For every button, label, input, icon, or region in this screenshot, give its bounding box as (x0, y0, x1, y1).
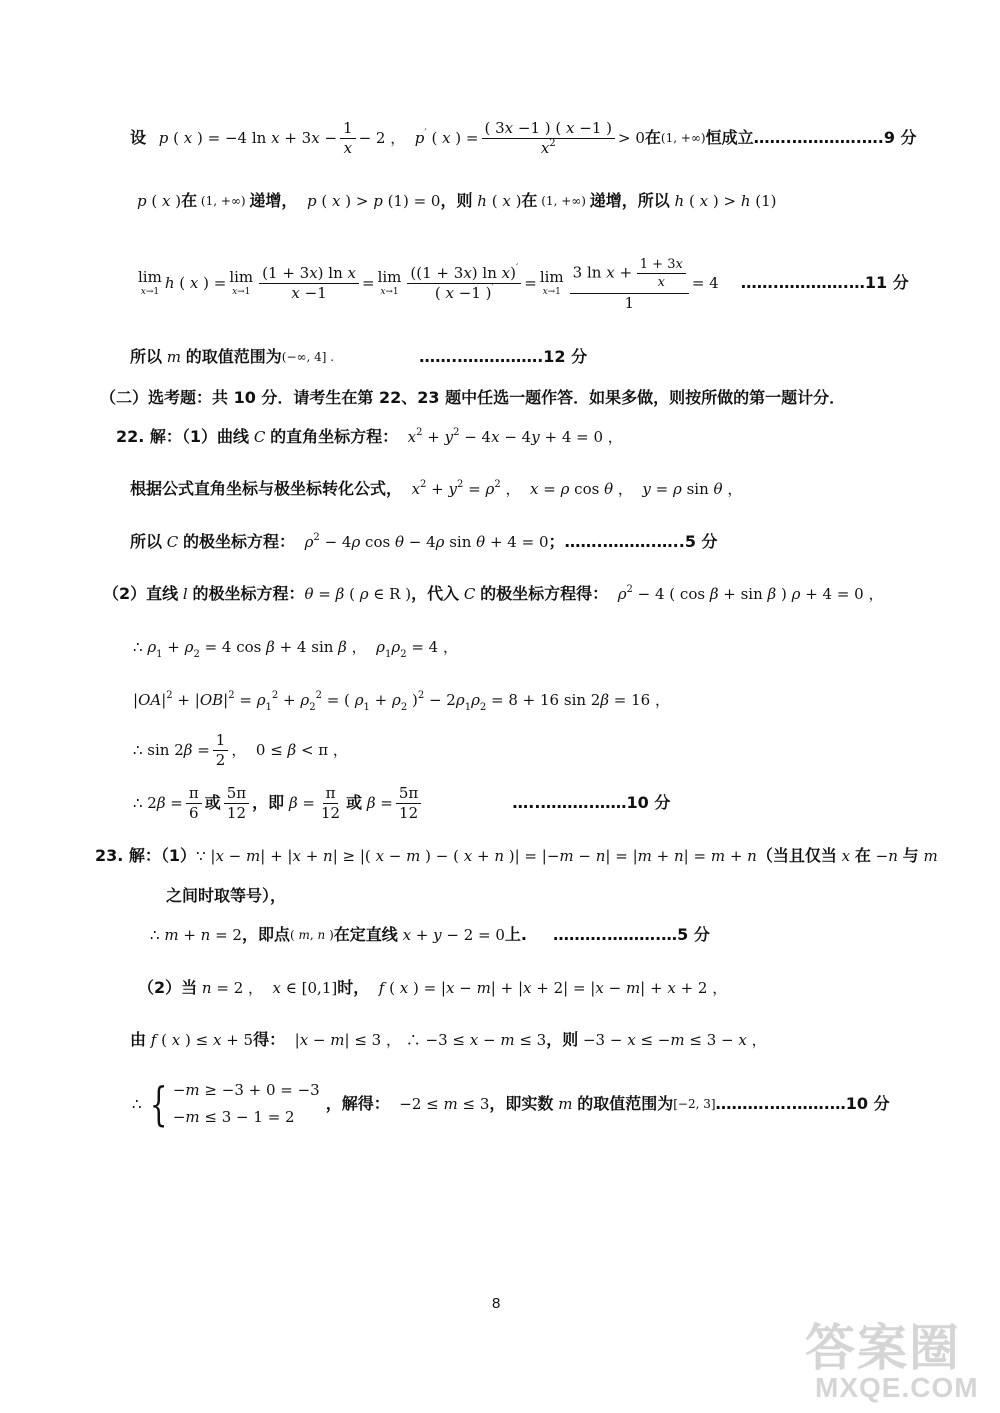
fraction-1-over-x: $\frac{1}{x}$ (340, 119, 356, 158)
score-10a: …..……….……10 分 (512, 793, 671, 812)
line-p-increasing: p ( x ) 在 (1, +∞) 递增， p ( x ) > p (1) = 0 ，则 h ( x ) 在 (1, +∞) 递增，所以 h ( x ) > h (1) (137, 191, 777, 210)
watermark-logo: 答案圈 MXQE.COM (805, 1320, 979, 1403)
line-p-definition: 设 p ( x ) = −4 ln x + 3x − $\frac{1}{x}$ − 2 ， p′ ( x ) = $\frac{( 3x -1 ) ( x -1 )}{x^2}$ > 0 在 (1, +∞) 恒成立 …….………….….9 分 (130, 118, 917, 157)
line-conversion: 根据公式直角坐标与极坐标转化公式， $x^2 + y^2 = \rho^2$ ， x = ρ cos θ ， y = ρ sin θ ， (130, 478, 743, 498)
line-equality-note: 之间时取等号）， (166, 886, 287, 905)
q22-part2-line: （2）直线 l 的极坐标方程： θ = β ( ρ ∈ R ) ，代入 C 的极坐标方程得： $\rho^2 - 4$ ( cos β + sin β ) ρ + 4 = 0 ， (103, 583, 884, 603)
line-limit: lim x→1 h ( x ) = lim x→1 $\frac{\text{(1 + 3x) ln x}}{x -1}$ = lim x→1 $\frac{((1 + 3x) \ln x)'}{( x -1 )'}$ = lim x→1 3 ln x + $\frac{1 + 3x}{x}$ 1 = 4 …….………….…11 分 (135, 248, 909, 318)
text-hengchengli: 恒成立 (705, 128, 754, 147)
score-5b: ……….……….…5 分 (553, 925, 710, 944)
line-sin2beta: ∴ sin 2β = $\frac{1}{2}$ ， 0 ≤ β < π ， (133, 730, 348, 769)
q23-part2-line: （2）当 n = 2 ， x ∈ [0,1] 时， f ( x ) = |x − m| + |x + 2| = |x − m| + x + 2 ， (138, 978, 728, 997)
line-beta-solution: ∴ 2β = $\frac{\pi}{6}$ 或 $\frac{5\pi}{12}$ ，即 β = $\frac{\pi}{12}$ 或 β = $\frac{5\pi}{12}$ …..……….……10 分 (133, 783, 671, 822)
line-inequality: 由 f ( x ) ≤ x + 5 得： |x − m| ≤ 3 ， ∴ −3 ≤ x − m ≤ 3 ，则 −3 − x ≤ −m ≤ 3 − x ， (130, 1030, 767, 1049)
score-11: …….………….…11 分 (740, 273, 909, 292)
score-10b: ……….….…….…10 分 (715, 1094, 890, 1113)
lim-1: lim x→1 (138, 267, 162, 297)
q22-part1-line: 22. 解：（1）曲线 C 的直角坐标方程： $x^2 + y^2 - 4x - 4y + 4 = 0$ ， (116, 426, 623, 446)
q23-part1-line: 23. 解：（1） ∵ |x − m| + |x + n| ≥ |( x − m ) − ( x + n )| = |−m − n| = |m + n| = m + n （当且仅当 x 在 −n 与 m (95, 846, 938, 865)
line-polar-eq: 所以 C 的极坐标方程： $\rho^2 - 4\rho$ cos θ − 4ρ sin θ + 4 = 0 ；…….……….…..5 分 (130, 531, 718, 551)
score-12: …….…………….12 分 (419, 347, 588, 366)
fraction-derivative: $\frac{( 3x -1 ) ( x -1 )}{x^2}$ (482, 119, 616, 158)
score-5a: ；…….……….…..5 分 (548, 532, 718, 551)
line-system: ∴ { −m ≥ −3 + 0 = −3 −m ≤ 3 − 1 = 2 ，解得： −2 ≤ m ≤ 3 ，即实数 m 的取值范围为 [−2, 3] ……….….…….…10 分 (132, 1077, 890, 1131)
equation-system: { −m ≥ −3 + 0 = −3 −m ≤ 3 − 1 = 2 (149, 1077, 320, 1131)
line-m-range: 所以 m 的取值范围为 (−∞, 4] . …….…………….12 分 (130, 347, 588, 366)
text-she: 设 (130, 128, 147, 147)
section-elective-heading: （二）选考题：共 10 分．请考生在第 22、23 题中任选一题作答．如果多做，则按所做的第一题计分． (100, 388, 846, 407)
score-9: …….………….….9 分 (753, 128, 917, 147)
page-number: 8 (492, 1295, 501, 1312)
line-oa-ob: $|OA|^2 + |OB|^2 = \rho_1^2 + \rho_2^2$ = ( $\rho_1 + \rho_2$ )$^2 - 2\rho_1\rho_2 = 8 + 16$ sin 2β = 16 ， (133, 689, 670, 713)
line-fixed-line: ∴ m + n = 2 ，即点 ( m, n ) 在定直线 x + y − 2 = 0 上. ……….……….…5 分 (150, 925, 710, 944)
line-vieta: ∴ $\rho_1 + \rho_2 = 4$ cos β + 4 sin β ， $\rho_1\rho_2 = 4$ ， (133, 637, 458, 660)
